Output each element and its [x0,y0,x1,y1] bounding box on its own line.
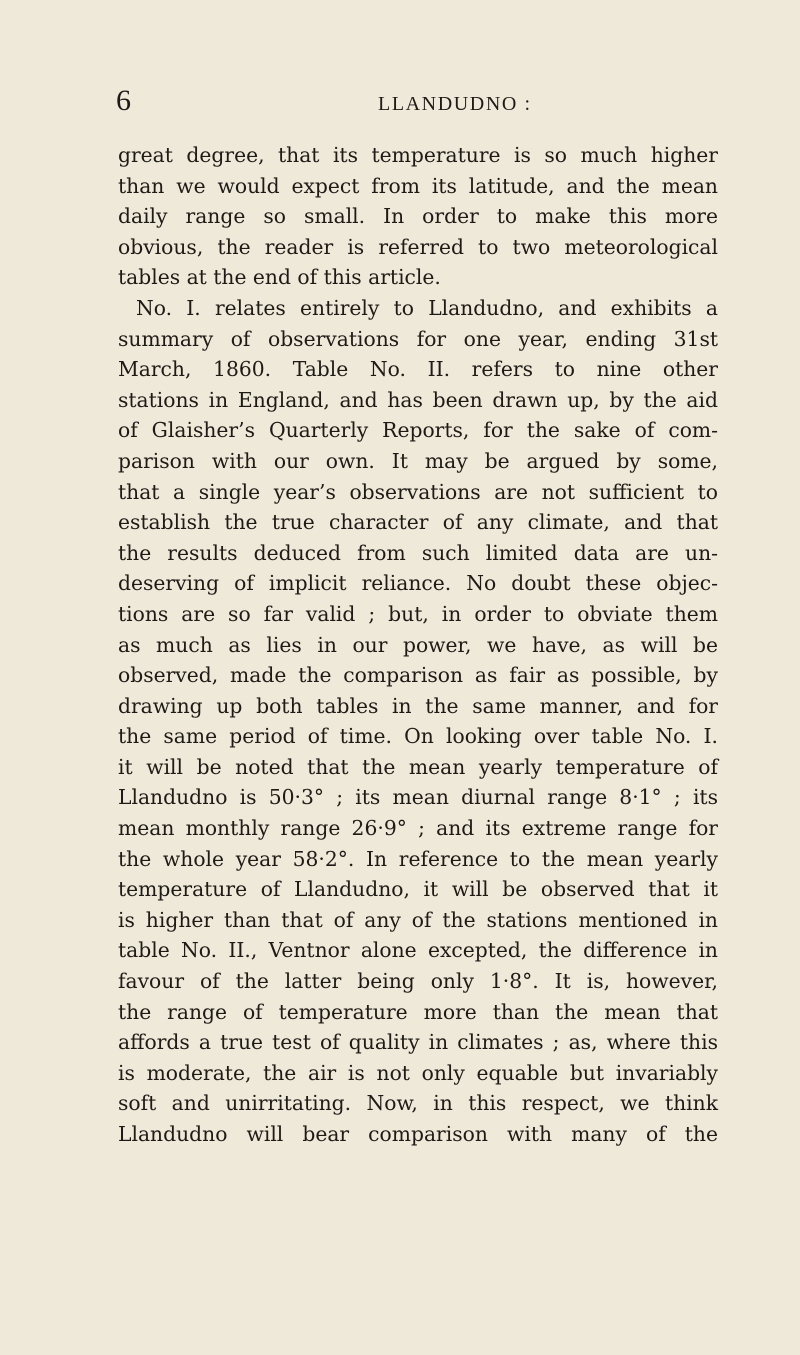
page-number: 6 [116,84,131,117]
text-line: parison with our own. It may be argued by some, [118,448,718,473]
page-header [0,84,800,118]
body-text [118,140,718,1150]
text-line: it will be noted that the mean yearly temperature of [118,754,718,779]
text-line: No. I. relates entirely to Llandudno, and exhibits a [136,295,718,320]
text-line: is higher than that of any of the stations mentioned in [118,907,718,932]
text-line: tions are so far valid ; but, in order to obviate them [118,601,718,626]
text-line: of Glaisher’s Quarterly Reports, for the sake of com- [118,418,718,443]
text-line: great degree, that its temperature is so much higher [118,143,718,167]
text-line: affords a true test of quality in climates ; as, where this [118,1030,718,1055]
text-line: Llandudno will bear comparison with many of the [118,1122,718,1146]
text-line: that a single year’s observations are not sufficient to [118,479,718,504]
text-line: temperature of Llandudno, it will be observed that it [118,877,718,902]
running-head: LLANDUDNO : [378,93,532,115]
text-line: tables at the end of this article. [118,265,441,290]
text-line: the whole year 58·2°. In reference to the mean yearly [118,846,718,871]
text-line: establish the true character of any climate, and that [118,510,718,535]
text-line: drawing up both tables in the same manner, and for [118,693,718,718]
text-line: soft and unirritating. Now, in this respect, we think [118,1091,718,1116]
text-line: observed, made the comparison as fair as possible, by [118,663,718,688]
text-line: stations in England, and has been drawn up, by the aid [118,387,718,412]
text-line: table No. II., Ventnor alone excepted, the difference in [118,938,718,963]
text-line: favour of the latter being only 1·8°. It is, however, [118,969,718,994]
text-line: the results deduced from such limited data are un- [118,540,718,565]
text-line: obvious, the reader is referred to two meteorological [118,234,718,259]
text-line: the range of temperature more than the mean that [118,999,718,1024]
text-line: as much as lies in our power, we have, as will be [118,632,718,657]
text-line: than we would expect from its latitude, and the mean [118,173,718,198]
text-line: Llandudno is 50·3° ; its mean diurnal range 8·1° ; its [118,785,718,810]
text-line: the same period of time. On looking over table No. I. [118,724,718,749]
text-line: is moderate, the air is not only equable but invariably [118,1060,718,1085]
text-line: mean monthly range 26·9° ; and its extreme range for [118,816,718,841]
text-line: deserving of implicit reliance. No doubt these objec- [118,571,718,596]
text-line: daily range so small. In order to make this more [118,204,718,229]
text-line: summary of observations for one year, ending 31st [118,326,718,351]
text-line: March, 1860. Table No. II. refers to nine other [118,357,718,382]
